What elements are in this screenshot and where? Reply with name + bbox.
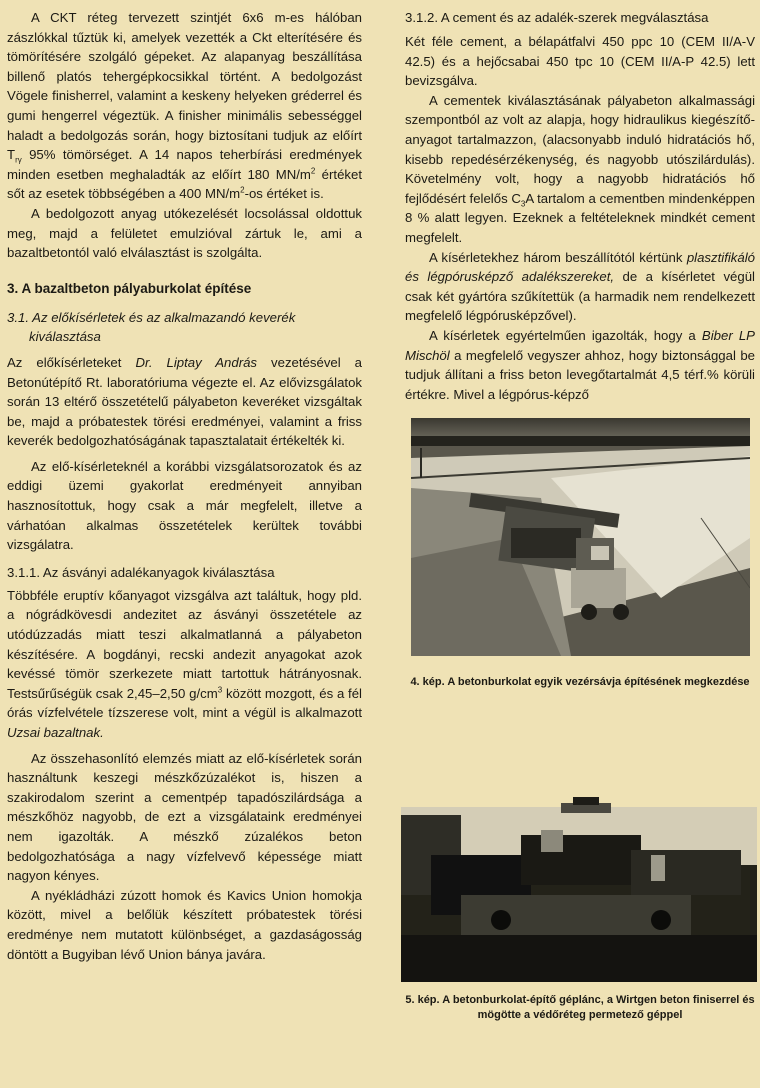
left-column <box>7 8 362 964</box>
subsubsection-heading: 3.1.2. A cement és az adalék-szerek megválasztása <box>405 10 709 25</box>
paragraph: A kísérletekhez három beszállítótól kértünk plasztifikáló és légpórusképző adalékszereket, de a kísérletet végül csak két gyártóra szűkítettük (a harmadik nem rendelkezett megfelelő légpórusképzővel). <box>405 249 755 324</box>
photo-paving-start <box>411 418 750 656</box>
paragraph: Az elő-kísérleteknél a korábbi vizsgálatsorozatok és az eddigi üzemi gyakorlat eredményeit annyiban hasznosítottuk, hogy csak a már megfelelt, illetve a várhatóan alkalmas összetételek kerültek további vizsgálatra. <box>7 458 362 553</box>
figure-caption: 4. kép. A betonburkolat egyik vezérsávja építésének megkezdése <box>410 676 750 688</box>
paragraph: A kísérletek egyértelműen igazolták, hogy a Biber LP Mischöl a megfelelő vegyszer ahhoz, hogy biztonsággal be tudjuk állítani a friss beton levegőtartalmát 4,5 térf.% körüli értékre. Mivel a légpórus-képző <box>405 327 755 402</box>
subsection-heading: 3.1. Az előkísérletek és az alkalmazandó keverék kiválasztása <box>7 309 296 345</box>
paragraph: Az előkísérleteket Dr. Liptay András vezetésével a Betonútépítő Rt. laboratóriuma végezte el. Az elővizsgálatok során 13 eltérő összetételű pályabeton keveréket vizsgáltak be, majd a próbatestek törési eredményei, valamint a friss keverék bedolgozhatóságának tapasztalatait értékelték ki. <box>7 354 363 449</box>
paragraph: Többféle eruptív kőanyagot vizsgálva azt találtuk, hogy pld. a nógrádkövesdi andezitet az ásványi összetétele az utódúzzadás miatt teszi alkalmatlanná a pályabeton készítésére. A bogdányi, recski andezit anyagokat azok kevéssé tömör szerkezete miatt tartottuk hátrányosnak. Testsűrűségük csak 2,45–2,50 $g/cm^3$ között mozgott, és a fél órás vízfelvétele tízszerese volt, mint a végül is alkalmazott Uzsai bazaltnak. <box>7 587 362 740</box>
paragraph: A bedolgozott anyag utókezelését locsolással oldottuk meg, majd a felületet emulzióval zártuk le, ami a bazaltbetontól való elválasztást is szolgálta. <box>7 205 362 261</box>
figure-caption: 5. kép. A betonburkolat-építő géplánc, a Wirtgen beton finiserrel és mögötte a védőréteg permetező géppel <box>405 994 755 1021</box>
paragraph: Az összehasonlító elemzés miatt az elő-kísérletek során használtunk keszegi mészkőzúzalékot is, hiszen a szakirodalom szerint a cementpép tapadószilárdsága a mészkőhöz nagyobb, de ezt a vizsgálataink eredményei nem igazolták. A mészkő zúzalékos beton bedolgozhatósága a nagy vízfelvevő képessége miatt nagyon kényes. <box>7 750 362 884</box>
paragraph: A cementek kiválasztásának pályabeton alkalmassági szempontból az volt az alapja, hogy hidraulikus kiegészítő-anyagot tartalmazzon, (alacsonyabb induló hidratációs hő, kisebb repedésérzékenység, és nagyobb utószilárdulás). Követelmény volt, hogy a nagyobb hidratációs hő fejlődésért felelős $C_3A$ tartalom a cementben mindenképpen 8 % alatt legyen. Ezeknek a feltételeknek mindkét cement megfelelt. <box>405 92 755 245</box>
paragraph: A nyékládházi zúzott homok és Kavics Union homokja között, mivel a belőlük készített próbatestek törési eredménye nem mutatott különbséget, a gazdaságosság döntött a Bugyiban lévő Union bánya javára. <box>7 887 362 962</box>
paragraph: A CKT réteg tervezett szintjét 6x6 m-es hálóban zászlókkal tűztük ki, amelyek vezették a Ckt elterítésére és tömörítésére szolgáló gépeket. Az alapanyag beszállítása billenő platós tehergépkocsikkal történt. A bedolgozást Vögele finisherrel, valamint a keskeny helyeken gréderrel és gumi hengerrel végeztük. A finisher minimális sebességgel haladt a bedolgozás során, hogy biztosítani tudjuk az előírt $T_{r\gamma}$ 95% tömörséget. A 14 napos teherbírási eredmények minden esetben meghaladták az előírt 180 $MN/m^2$ értéket sőt az esetek többségében a 400 $MN/m^2-os$ értéket is. <box>7 10 362 202</box>
section-heading: 3. A bazaltbeton pályaburkolat építése <box>7 280 252 296</box>
paragraph: Két féle cement, a bélapátfalvi 450 ppc 10 (CEM II/A-V 42.5) és a hejőcsabai 450 tpc 10 (CEM II/A-P 42.5) lett bevizsgálva. <box>405 34 755 89</box>
right-column <box>405 8 755 404</box>
photo-paving-train <box>401 795 757 982</box>
subsubsection-heading: 3.1.1. Az ásványi adalékanyagok kiválasztása <box>7 564 275 580</box>
